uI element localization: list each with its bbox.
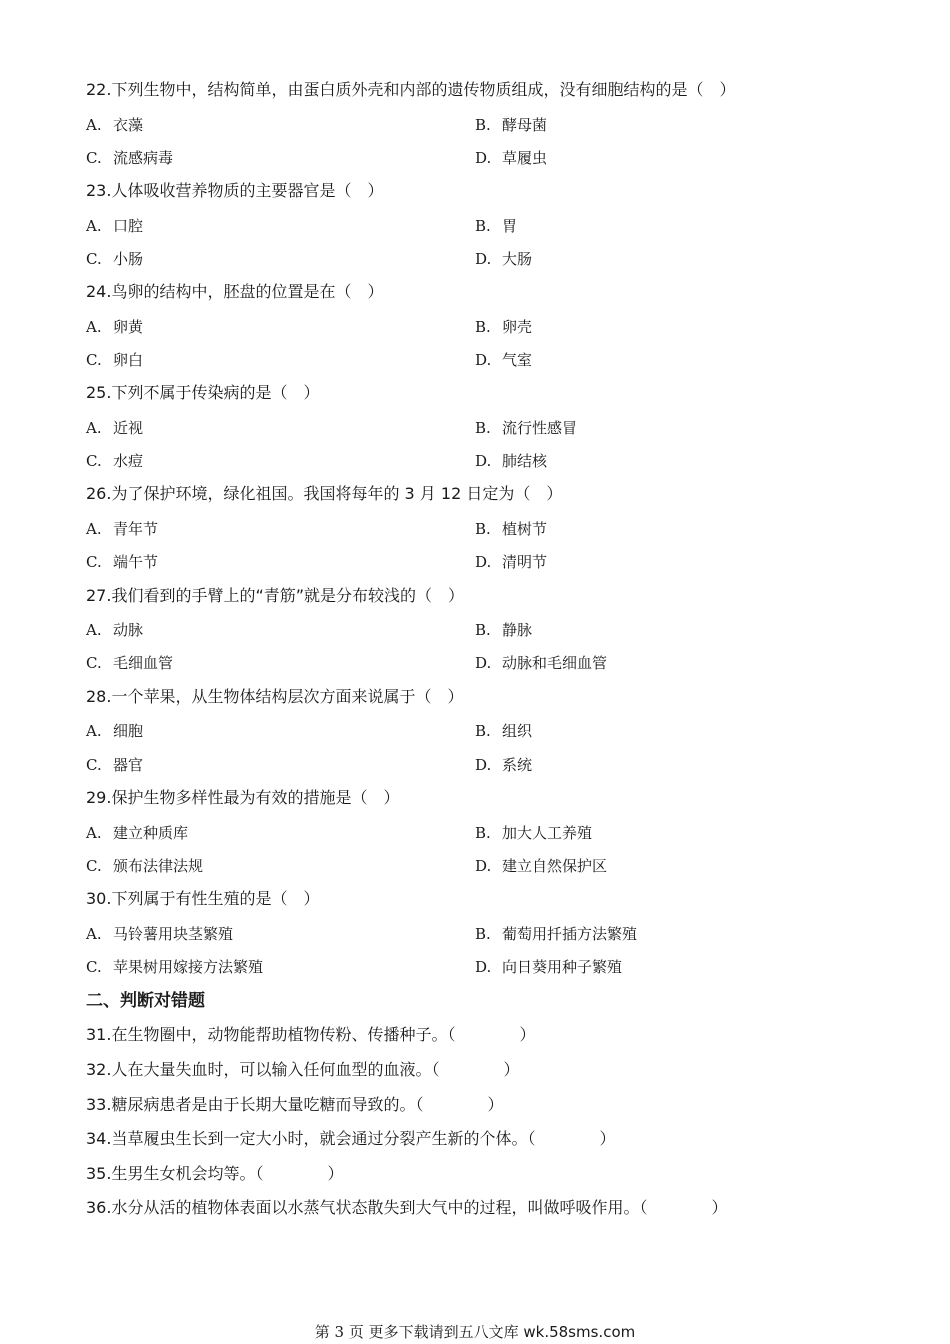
judgment-31: 31.在生物圈中，动物能帮助植物传粉、传播种子。（ ） [86, 1025, 536, 1044]
option-27-d: D. 动脉和毛细血管 [475, 654, 608, 672]
option-22-c: C. 流感病毒 [86, 149, 174, 167]
judgment-33: 33.糖尿病患者是由于长期大量吃糖而导致的。（ ） [86, 1095, 504, 1114]
option-28-c: C. 器官 [86, 756, 144, 774]
option-26-d: D. 清明节 [475, 553, 548, 571]
option-25-a: A. 近视 [86, 419, 144, 437]
option-30-d: D. 向日葵用种子繁殖 [475, 958, 623, 976]
option-26-b: B. 植树节 [475, 520, 548, 538]
option-23-c: C. 小肠 [86, 250, 144, 268]
option-22-d: D. 草履虫 [475, 149, 548, 167]
option-30-c: C. 苹果树用嫁接方法繁殖 [86, 958, 264, 976]
option-23-a: A. 口腔 [86, 217, 144, 235]
option-23-b: B. 胃 [475, 217, 518, 235]
option-29-b: B. 加大人工养殖 [475, 824, 593, 842]
question-23: 23.人体吸收营养物质的主要器官是（ ） [86, 181, 384, 200]
option-22-b: B. 酵母菌 [475, 116, 548, 134]
option-24-c: C. 卵白 [86, 351, 144, 369]
footer-link[interactable]: wk.58sms.com [523, 1323, 636, 1341]
option-26-a: A. 青年节 [86, 520, 159, 538]
question-24: 24.鸟卵的结构中，胚盘的位置是在（ ） [86, 282, 384, 301]
option-30-b: B. 葡萄用扦插方法繁殖 [475, 925, 638, 943]
option-24-b: B. 卵壳 [475, 318, 533, 336]
option-27-a: A. 动脉 [86, 621, 144, 639]
option-28-d: D. 系统 [475, 756, 533, 774]
question-25: 25.下列不属于传染病的是（ ） [86, 383, 320, 402]
option-25-b: B. 流行性感冒 [475, 419, 578, 437]
option-23-d: D. 大肠 [475, 250, 533, 268]
question-28: 28.一个苹果，从生物体结构层次方面来说属于（ ） [86, 687, 464, 706]
option-27-c: C. 毛细血管 [86, 654, 174, 672]
question-29: 29.保护生物多样性最为有效的措施是（ ） [86, 788, 400, 807]
section-title: 二、判断对错题 [86, 991, 205, 1011]
option-25-c: C. 水痘 [86, 452, 144, 470]
judgment-35: 35.生男生女机会均等。（ ） [86, 1164, 344, 1183]
option-29-c: C. 颁布法律法规 [86, 857, 204, 875]
option-29-a: A. 建立种质库 [86, 824, 189, 842]
page-footer [0, 1322, 950, 1342]
option-22-a: A. 衣藻 [86, 116, 144, 134]
option-25-d: D. 肺结核 [475, 452, 548, 470]
option-24-a: A. 卵黄 [86, 318, 144, 336]
option-29-d: D. 建立自然保护区 [475, 857, 608, 875]
option-26-c: C. 端午节 [86, 553, 159, 571]
question-22: 22.下列生物中，结构简单，由蛋白质外壳和内部的遗传物质组成，没有细胞结构的是（ ） [86, 80, 736, 99]
option-30-a: A. 马铃薯用块茎繁殖 [86, 925, 234, 943]
question-27: 27.我们看到的手臂上的“青筋”就是分布较浅的（ ） [86, 586, 465, 605]
option-27-b: B. 静脉 [475, 621, 533, 639]
judgment-34: 34.当草履虫生长到一定大小时，就会通过分裂产生新的个体。（ ） [86, 1129, 616, 1148]
option-28-a: A. 细胞 [86, 722, 144, 740]
question-26: 26.为了保护环境，绿化祖国。我国将每年的 3 月 12 日定为（ ） [86, 484, 563, 503]
option-24-d: D. 气室 [475, 351, 533, 369]
footer-text: 第 3 页 更多下载请到五八文库 [314, 1323, 524, 1341]
question-30: 30.下列属于有性生殖的是（ ） [86, 889, 320, 908]
judgment-32: 32.人在大量失血时，可以输入任何血型的血液。（ ） [86, 1060, 520, 1079]
option-28-b: B. 组织 [475, 722, 533, 740]
judgment-36: 36.水分从活的植物体表面以水蒸气状态散失到大气中的过程，叫做呼吸作用。（ ） [86, 1198, 728, 1217]
